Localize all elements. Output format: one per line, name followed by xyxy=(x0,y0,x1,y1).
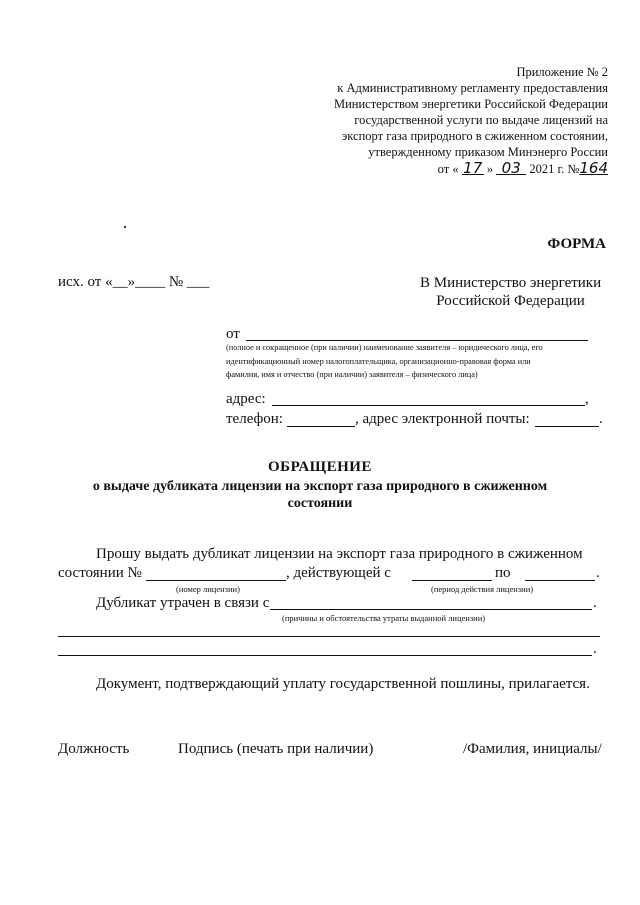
lost-label: Дубликат утрачен в связи с xyxy=(96,595,270,611)
appendix-line-4: экспорт газа природного в сжиженном состоянии, xyxy=(341,129,608,143)
address-line xyxy=(272,405,585,406)
caption-license-number: (номер лицензии) xyxy=(176,584,240,594)
appendix-line-3: государственной услуги по выдаче лицензий на xyxy=(354,113,608,127)
period-from-line xyxy=(412,580,492,581)
recipient-line-1: В Министерство энергетики xyxy=(420,275,602,291)
phone-line xyxy=(287,426,355,427)
form-label: ФОРМА xyxy=(547,236,606,252)
po-label: по xyxy=(495,565,511,581)
address-end: , xyxy=(585,391,589,407)
email-line xyxy=(535,426,599,427)
outgoing-reference: исх. от «__»____ № ___ xyxy=(58,274,210,290)
subtitle-line-1: о выдаче дубликата лицензии на экспорт газа природного в сжиженном xyxy=(92,479,548,494)
date-year: 2021 г. № xyxy=(529,162,580,176)
appendix-header xyxy=(334,64,608,177)
blank-line-end: . xyxy=(593,641,597,657)
appendix-line-2: Министерством энергетики Российской Федерации xyxy=(333,97,608,111)
lost-end: . xyxy=(593,595,597,611)
caption-period: (период действия лицензии) xyxy=(431,584,534,594)
acting-label: , действующей с xyxy=(286,565,391,581)
recipient xyxy=(420,274,601,310)
phone-label: телефон: xyxy=(226,411,283,427)
recipient-line-2: Российской Федерации xyxy=(436,293,585,309)
request-line-1: Прошу выдать дубликат лицензии на экспорт газа природного в сжиженном xyxy=(96,546,583,562)
blank-line-2 xyxy=(58,655,592,656)
date-month: 03 xyxy=(496,160,526,175)
position-label: Должность xyxy=(58,741,130,757)
appendix-number: Приложение № 2 xyxy=(516,65,608,79)
state-label: состоянии № xyxy=(58,565,142,581)
stray-dot xyxy=(124,226,126,228)
email-end: . xyxy=(599,411,603,427)
blank-line-1 xyxy=(58,636,600,637)
order-number: 164 xyxy=(579,159,608,177)
license-number-line xyxy=(146,580,286,581)
applicant-note-3: фамилия, имя и отчество (при наличии) заявителя – физического лица) xyxy=(226,370,478,379)
subtitle-line-2: состоянии xyxy=(287,496,353,511)
name-label: /Фамилия, инициалы/ xyxy=(463,741,602,757)
applicant-note-1: (полное и сокращенное (при наличии) наименование заявителя – юридического лица, его xyxy=(226,343,543,352)
signature-label: Подпись (печать при наличии) xyxy=(178,741,374,757)
applicant-note-2: идентификационный номер налогоплательщика, организационно-правовая форма или xyxy=(226,357,531,366)
email-label: , адрес электронной почты: xyxy=(355,411,530,427)
from-label: от xyxy=(226,326,240,342)
date-quote: » xyxy=(486,162,494,176)
date-day: 17 xyxy=(463,159,483,177)
appendix-date xyxy=(334,160,608,177)
address-label: адрес: xyxy=(226,391,266,407)
date-prefix: от « xyxy=(437,162,459,176)
caption-reasons: (причины и обстоятельства утраты выданной лицензии) xyxy=(282,613,486,623)
lost-reason-line xyxy=(270,609,592,610)
request-end: . xyxy=(596,565,600,581)
appendix-line-5: утвержденному приказом Минэнерго России xyxy=(368,145,608,159)
attachment-note: Документ, подтверждающий уплату государственной пошлины, прилагается. xyxy=(96,676,590,692)
appendix-line-1: к Административному регламенту предоставления xyxy=(337,81,608,95)
period-to-line xyxy=(525,580,595,581)
document-title: ОБРАЩЕНИЕ xyxy=(268,459,372,475)
document-subtitle xyxy=(0,478,640,512)
